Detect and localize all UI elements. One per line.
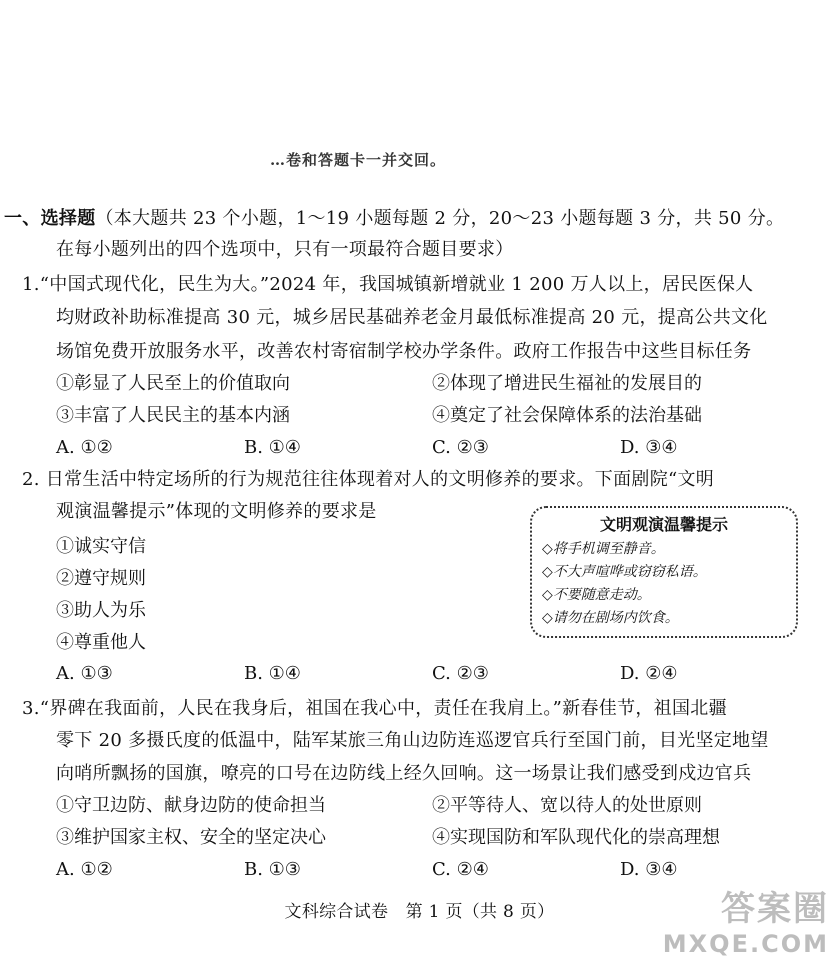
header-fragment: …卷和答题卡一并交回。: [270, 151, 447, 169]
q1-stem-line-3: 场馆免费开放服务水平，改善农村寄宿制学校办学条件。政府工作报告中这些目标任务: [56, 341, 752, 362]
q3-choice-d: D. ③④: [620, 859, 678, 880]
q2-stem-line-2: 观演温馨提示”体现的文明修养的要求是: [56, 501, 377, 522]
q2-choice-a: A. ①③: [56, 663, 113, 684]
section-title: 一、选择题: [4, 208, 96, 229]
q3-statement-3: ③维护国家主权、安全的坚定决心: [56, 827, 326, 848]
q1-stem-line-1: 1.“中国式现代化，民生为大。”2024 年，我国城镇新增就业 1 200 万人以上，居民医保人: [22, 274, 754, 295]
q2-choice-b: B. ①④: [244, 663, 301, 684]
q1-statement-4: ④奠定了社会保障体系的法治基础: [432, 405, 702, 426]
q1-statement-2: ②体现了增进民生福祉的发展目的: [432, 373, 702, 394]
section-desc-1: （本大题共 23 个小题，1～19 小题每题 2 分，20～23 小题每题 3 分，共 50 分。: [95, 208, 785, 229]
q2-statement-3: ③助人为乐: [56, 600, 146, 621]
q3-choice-b: B. ①③: [244, 859, 301, 880]
q2-stem-line-1: 2. 日常生活中特定场所的行为规范往往体现着对人的文明修养的要求。下面剧院“文明: [22, 469, 715, 490]
q3-statement-1: ①守卫边防、献身边防的使命担当: [56, 795, 326, 816]
q2-choice-c: C. ②③: [432, 663, 489, 684]
q1-choice-a: A. ①②: [56, 437, 113, 458]
section-heading: [4, 207, 784, 231]
watermark-text-1: 答案圈: [721, 889, 829, 929]
watermark-logo: [659, 881, 829, 971]
q3-choice-a: A. ①②: [56, 859, 113, 880]
q3-statement-4: ④实现国防和军队现代化的崇高理想: [432, 827, 720, 848]
q3-stem-line-2: 零下 20 多摄氏度的低温中，陆军某旅三角山边防连巡逻官兵行至国门前，目光坚定地望: [56, 730, 769, 751]
civility-notice-box: [530, 506, 798, 638]
q3-choice-c: C. ②④: [432, 859, 489, 880]
q3-statement-2: ②平等待人、宽以待人的处世原则: [432, 795, 702, 816]
q2-statement-1: ①诚实守信: [56, 536, 146, 557]
q1-choice-b: B. ①④: [244, 437, 301, 458]
notice-item-3: ◇不要随意走动。: [542, 587, 651, 603]
q1-statement-1: ①彰显了人民至上的价值取向: [56, 373, 290, 394]
notice-title: 文明观演温馨提示: [599, 515, 728, 534]
q2-statement-2: ②遵守规则: [56, 568, 146, 589]
notice-item-4: ◇请勿在剧场内饮食。: [542, 610, 679, 626]
q1-stem-line-2: 均财政补助标准提高 30 元，城乡居民基础养老金月最低标准提高 20 元，提高公共文化: [56, 307, 768, 328]
q2-choice-d: D. ②④: [620, 663, 678, 684]
q1-statement-3: ③丰富了人民民主的基本内涵: [56, 405, 290, 426]
notice-item-1: ◇将手机调至静音。: [542, 541, 665, 557]
q3-stem-line-1: 3.“界碑在我面前，人民在我身后，祖国在我心中，责任在我肩上。”新春佳节，祖国北疆: [22, 698, 727, 719]
q1-choice-c: C. ②③: [432, 437, 489, 458]
watermark-text-2: MXQE.COM: [662, 930, 829, 958]
page-footer: 文科综合试卷 第 1 页（共 8 页）: [284, 902, 555, 922]
notice-item-2: ◇不大声喧哗或窃窃私语。: [542, 564, 707, 580]
q3-stem-line-3: 向哨所飘扬的国旗，嘹亮的口号在边防线上经久回响。这一场景让我们感受到戍边官兵: [56, 763, 752, 784]
section-desc-2: 在每小题列出的四个选项中，只有一项最符合题目要求）: [56, 239, 514, 260]
q1-choice-d: D. ③④: [620, 437, 678, 458]
q2-statement-4: ④尊重他人: [56, 632, 146, 653]
